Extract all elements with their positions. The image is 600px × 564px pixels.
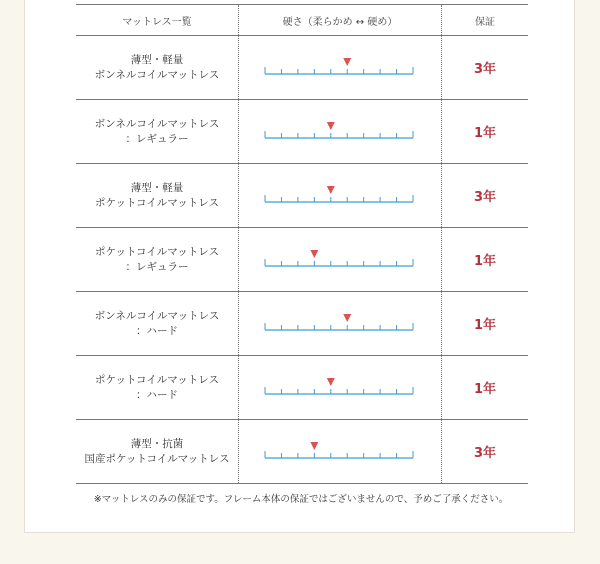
firmness-cell xyxy=(239,228,442,292)
warranty-cell xyxy=(442,356,529,420)
firmness-marker-icon xyxy=(310,442,318,450)
product-name-cell xyxy=(76,100,239,164)
mattress-comparison-table xyxy=(76,4,528,484)
product-name xyxy=(76,373,238,403)
warranty-note: ※マットレスのみの保証です。フレーム本体の保証ではございませんので、予めご了承ください。 xyxy=(93,494,509,505)
firmness-scale xyxy=(264,249,416,271)
product-name xyxy=(76,117,238,147)
product-name-line-1: 薄型・軽量 xyxy=(130,181,184,194)
warranty-value: 1年 xyxy=(473,382,497,397)
product-name xyxy=(76,437,238,467)
warranty-value: 3年 xyxy=(473,62,497,77)
product-name-cell xyxy=(76,356,239,420)
product-name-line-2: ：レギュラー xyxy=(125,132,189,145)
firmness-marker-icon xyxy=(343,58,351,66)
warranty-cell xyxy=(442,100,529,164)
table-row xyxy=(76,36,528,100)
header-warranty: 保証 xyxy=(442,5,529,36)
firmness-scale xyxy=(264,57,416,79)
firmness-marker-icon xyxy=(310,250,318,258)
warranty-cell xyxy=(442,420,529,484)
spec-panel xyxy=(24,0,575,533)
firmness-scale xyxy=(264,185,416,207)
firmness-marker-icon xyxy=(327,122,335,130)
warranty-cell xyxy=(442,164,529,228)
product-name-line-1: 薄型・軽量 xyxy=(130,53,184,66)
firmness-scale xyxy=(264,441,416,463)
warranty-value: 1年 xyxy=(473,126,497,141)
firmness-cell xyxy=(239,420,442,484)
firmness-cell xyxy=(239,100,442,164)
product-name-line-2: ポケットコイルマットレス xyxy=(94,196,219,209)
warranty-value: 3年 xyxy=(473,446,497,461)
table-body xyxy=(76,36,528,484)
table-row xyxy=(76,292,528,356)
firmness-scale xyxy=(264,121,416,143)
warranty-value: 1年 xyxy=(473,254,497,269)
firmness-cell xyxy=(239,292,442,356)
product-name-cell xyxy=(76,420,239,484)
warranty-cell xyxy=(442,292,529,356)
product-name-cell xyxy=(76,292,239,356)
product-name xyxy=(76,245,238,275)
product-name-line-1: ボンネルコイルマットレス xyxy=(94,309,220,322)
product-name xyxy=(76,309,238,339)
firmness-marker-icon xyxy=(343,314,351,322)
firmness-scale xyxy=(264,377,416,399)
product-name-line-2: ：ハード xyxy=(136,388,178,401)
product-name-cell xyxy=(76,36,239,100)
table-row xyxy=(76,228,528,292)
warranty-value: 1年 xyxy=(473,318,497,333)
product-name-cell xyxy=(76,164,239,228)
table-row xyxy=(76,420,528,484)
product-name-line-2: ：ハード xyxy=(136,324,178,337)
firmness-cell xyxy=(239,164,442,228)
warranty-value: 3年 xyxy=(473,190,497,205)
product-name-line-1: ボンネルコイルマットレス xyxy=(94,117,220,130)
firmness-cell xyxy=(239,356,442,420)
table-row xyxy=(76,164,528,228)
product-name-line-1: ポケットコイルマットレス xyxy=(94,245,219,258)
header-product: マットレス一覧 xyxy=(76,5,239,36)
warranty-cell xyxy=(442,228,529,292)
product-name-cell xyxy=(76,228,239,292)
product-name-line-2: ：レギュラー xyxy=(125,260,189,273)
warranty-cell xyxy=(442,36,529,100)
product-name-line-1: 薄型・抗菌 xyxy=(130,437,184,450)
product-name xyxy=(76,181,238,211)
product-name-line-2: ボンネルコイルマットレス xyxy=(94,68,220,81)
product-name-line-2: 国産ポケットコイルマットレス xyxy=(84,452,230,465)
firmness-cell xyxy=(239,36,442,100)
header-firmness: 硬さ（柔らかめ ↔ 硬め） xyxy=(239,5,442,36)
firmness-marker-icon xyxy=(327,378,335,386)
firmness-scale xyxy=(264,313,416,335)
firmness-marker-icon xyxy=(327,186,335,194)
product-name xyxy=(76,53,238,83)
table-header-row xyxy=(76,5,528,36)
product-name-line-1: ポケットコイルマットレス xyxy=(94,373,219,386)
table-row xyxy=(76,356,528,420)
table-row xyxy=(76,100,528,164)
